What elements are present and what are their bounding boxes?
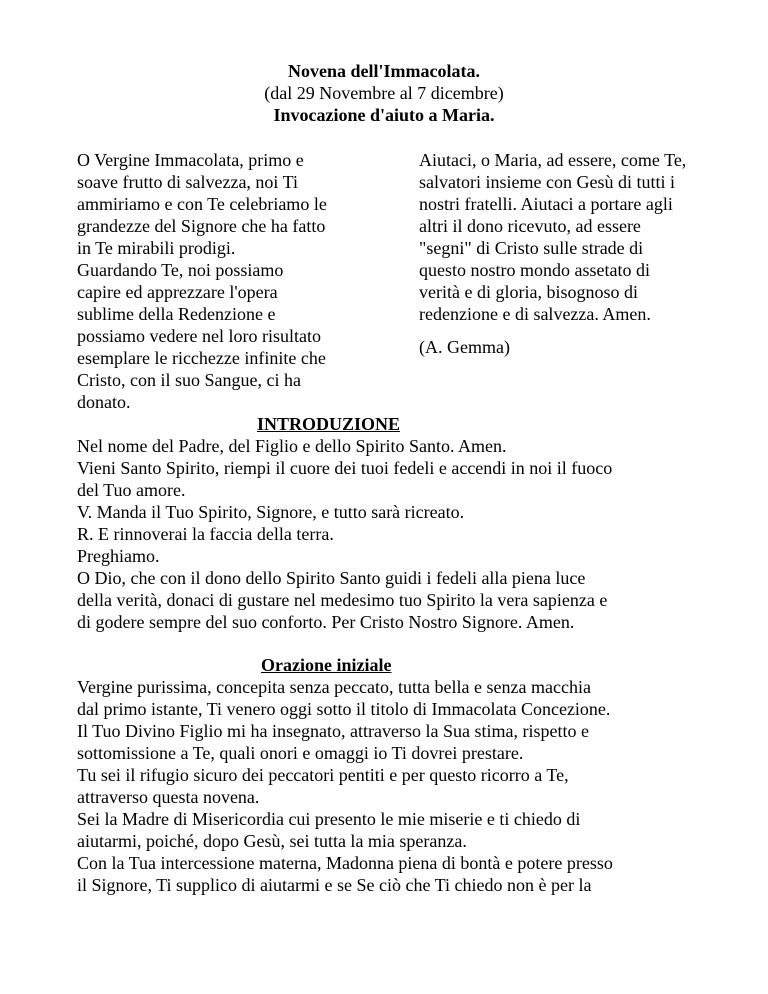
introduzione-line: del Tuo amore. (77, 480, 186, 500)
document-dates: (dal 29 Novembre al 7 dicembre) (264, 83, 504, 103)
introduzione-line: V. Manda il Tuo Spirito, Signore, e tutto sarà ricreato. (77, 502, 465, 522)
orazione-heading: Orazione iniziale (261, 655, 392, 675)
invocation-line: grandezze del Signore che ha fatto (77, 216, 326, 236)
orazione-line: dal primo istante, Ti venero oggi sotto il titolo di Immacolata Concezione. (77, 699, 611, 719)
invocation-line: sublime della Redenzione e (77, 304, 276, 324)
invocation-line: soave frutto di salvezza, noi Ti (77, 172, 298, 192)
introduzione-body (77, 435, 717, 633)
invocation-line: in Te mirabili prodigi. (77, 238, 236, 258)
document-title: Novena dell'Immacolata. (288, 61, 480, 81)
orazione-line: Vergine purissima, concepita senza peccato, tutta bella e senza macchia (77, 677, 591, 697)
invocation-right-column (419, 149, 729, 358)
invocation-author: (A. Gemma) (419, 337, 510, 357)
introduzione-line: della verità, donaci di gustare nel medesimo tuo Spirito la vera sapienza e (77, 590, 608, 610)
document-header (0, 60, 768, 126)
orazione-line: Sei la Madre di Misericordia cui presento le mie miserie e ti chiedo di (77, 809, 581, 829)
invocation-line: salvatori insieme con Gesù di tutti i (419, 172, 675, 192)
invocation-line: questo nostro mondo assetato di (419, 260, 650, 280)
invocation-line: "segni" di Cristo sulle strade di (419, 238, 644, 258)
orazione-line: Con la Tua intercessione materna, Madonna piena di bontà e potere presso (77, 853, 613, 873)
invocation-line: O Vergine Immacolata, primo e (77, 150, 304, 170)
invocation-line: nostri fratelli. Aiutaci a portare agli (419, 194, 673, 214)
orazione-line: Tu sei il rifugio sicuro dei peccatori pentiti e per questo ricorro a Te, (77, 765, 569, 785)
document-subtitle: Invocazione d'aiuto a Maria. (273, 105, 495, 125)
invocation-line: donato. (77, 392, 131, 412)
introduzione-line: Preghiamo. (77, 546, 160, 566)
orazione-line: attraverso questa novena. (77, 787, 260, 807)
orazione-line: sottomissione a Te, quali onori e omaggi io Ti dovrei prestare. (77, 743, 524, 763)
introduzione-line: O Dio, che con il dono dello Spirito Santo guidi i fedeli alla piena luce (77, 568, 586, 588)
orazione-line: aiutarmi, poiché, dopo Gesù, sei tutta la mia speranza. (77, 831, 467, 851)
introduzione-line: Vieni Santo Spirito, riempi il cuore dei tuoi fedeli e accendi in noi il fuoco (77, 458, 613, 478)
invocation-line: verità e di gloria, bisognoso di (419, 282, 638, 302)
invocation-line: Aiutaci, o Maria, ad essere, come Te, (419, 150, 687, 170)
invocation-line: Guardando Te, noi possiamo (77, 260, 284, 280)
orazione-line: il Signore, Ti supplico di aiutarmi e se Se ciò che Ti chiedo non è per la (77, 875, 592, 895)
invocation-line: altri il dono ricevuto, ad essere (419, 216, 641, 236)
introduzione-line: di godere sempre del suo conforto. Per Cristo Nostro Signore. Amen. (77, 612, 575, 632)
invocation-line: redenzione e di salvezza. Amen. (419, 304, 651, 324)
invocation-line: esemplare le ricchezze infinite che (77, 348, 326, 368)
orazione-line: Il Tuo Divino Figlio mi ha insegnato, attraverso la Sua stima, rispetto e (77, 721, 589, 741)
introduzione-line: Nel nome del Padre, del Figlio e dello Spirito Santo. Amen. (77, 436, 507, 456)
introduzione-line: R. E rinnoverai la faccia della terra. (77, 524, 334, 544)
orazione-body (77, 676, 717, 896)
invocation-left-column (77, 149, 377, 413)
introduzione-heading: INTRODUZIONE (257, 414, 401, 434)
invocation-line: ammiriamo e con Te celebriamo le (77, 194, 327, 214)
invocation-line: capire ed apprezzare l'opera (77, 282, 278, 302)
invocation-line: Cristo, con il suo Sangue, ci ha (77, 370, 301, 390)
invocation-line: possiamo vedere nel loro risultato (77, 326, 321, 346)
